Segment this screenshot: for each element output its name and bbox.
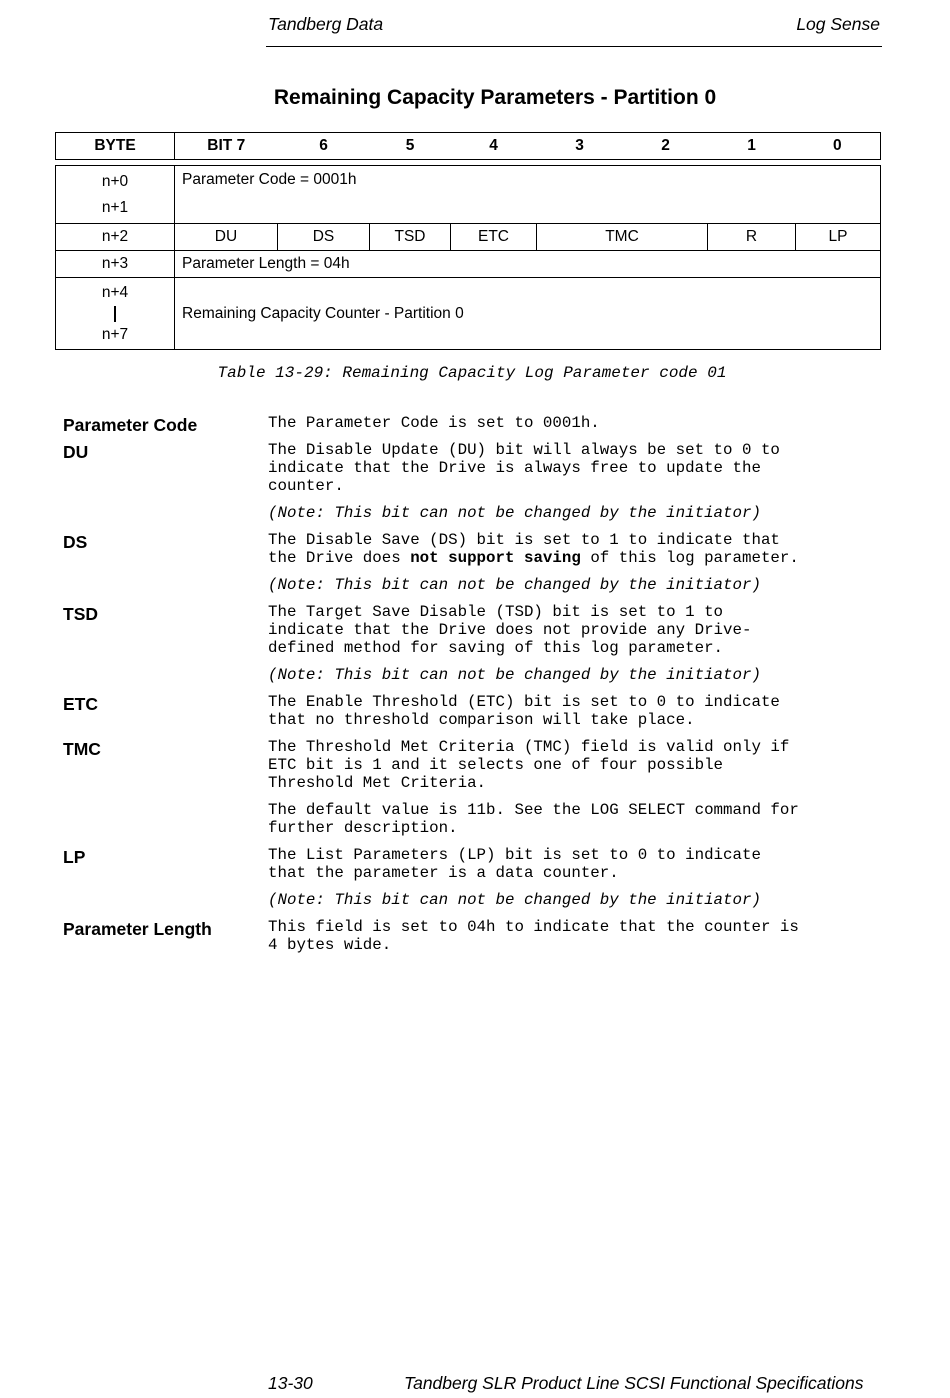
bit-6-header: 6 xyxy=(278,133,370,160)
definition-text: The Parameter Code is set to 0001h. xyxy=(268,414,600,432)
definition-term: LP xyxy=(63,847,86,867)
byte-label: n+2 xyxy=(56,224,175,251)
bit-1-header: 1 xyxy=(709,133,795,160)
header-company: Tandberg Data xyxy=(268,14,384,34)
lp-field: LP xyxy=(796,224,881,251)
definition-item xyxy=(63,441,893,522)
definition-text: The Disable Update (DU) bit will always be set to 0 to indicate that the Drive is always free to update the counter. xyxy=(268,441,780,495)
definition-item xyxy=(63,414,893,435)
bit-7-header: BIT 7 xyxy=(175,133,278,160)
emphasis-text: not support saving xyxy=(410,549,581,567)
definition-term: ETC xyxy=(63,694,98,714)
definition-term: Parameter Length xyxy=(63,919,212,939)
table-caption: Table 13-29: Remaining Capacity Log Parameter code 01 xyxy=(217,364,727,382)
etc-field: ETC xyxy=(451,224,537,251)
byte-label: n+1 xyxy=(101,198,129,216)
definition-text: The Target Save Disable (TSD) bit is set to 1 to indicate that the Drive does not provide any Drive- defined method for saving of this log parameter. xyxy=(268,603,752,657)
page-number: 13-30 xyxy=(268,1373,313,1393)
definition-term: DS xyxy=(63,532,88,552)
page-header xyxy=(266,12,882,47)
definition-item xyxy=(63,693,893,729)
table-row xyxy=(56,278,881,350)
definition-item xyxy=(63,918,893,954)
definitions-list xyxy=(63,414,893,963)
definition-note: (Note: This bit can not be changed by the initiator) xyxy=(268,891,761,909)
byte-cell xyxy=(56,166,175,224)
page-title: Remaining Capacity Parameters - Partition 0 xyxy=(273,86,717,109)
definition-term: DU xyxy=(63,442,89,462)
definition-text: The Disable Save (DS) bit is set to 1 to indicate that the Drive does not support saving of this log parameter. xyxy=(268,531,799,567)
definition-item xyxy=(63,846,893,909)
definition-note: (Note: This bit can not be changed by the initiator) xyxy=(268,504,761,522)
bit-4-header: 4 xyxy=(451,133,537,160)
ds-field: DS xyxy=(278,224,370,251)
remaining-capacity-cell: Remaining Capacity Counter - Partition 0 xyxy=(175,278,881,350)
table-row xyxy=(56,166,881,224)
du-field: DU xyxy=(175,224,278,251)
definition-note: (Note: This bit can not be changed by the initiator) xyxy=(268,666,761,684)
bit-5-header: 5 xyxy=(370,133,451,160)
parameter-table xyxy=(55,165,881,350)
footer-document-title: Tandberg SLR Product Line SCSI Functional Specifications xyxy=(404,1373,864,1393)
definition-text: The default value is 11b. See the LOG SELECT command for further description. xyxy=(268,801,799,837)
parameter-length-cell: Parameter Length = 04h xyxy=(175,251,881,278)
definition-item xyxy=(63,603,893,684)
byte-header: BYTE xyxy=(56,133,175,160)
definition-item xyxy=(63,738,893,837)
bit-3-header: 3 xyxy=(537,133,623,160)
table-row xyxy=(56,251,881,278)
definition-item xyxy=(63,531,893,594)
definition-text: The List Parameters (LP) bit is set to 0 to indicate that the parameter is a data counter. xyxy=(268,846,761,882)
definition-text: The Enable Threshold (ETC) bit is set to 0 to indicate that no threshold comparison will take place. xyxy=(268,693,780,729)
definition-text: This field is set to 04h to indicate that the counter is 4 bytes wide. xyxy=(268,918,799,954)
byte-label: n+3 xyxy=(56,251,175,278)
bit-2-header: 2 xyxy=(623,133,709,160)
header-section: Log Sense xyxy=(796,14,880,34)
range-bar xyxy=(114,306,115,322)
bit-0-header: 0 xyxy=(795,133,881,160)
byte-cell xyxy=(56,278,175,350)
definition-text: The Threshold Met Criteria (TMC) field is valid only if ETC bit is 1 and it selects one of four possible Threshold Met Criteria. xyxy=(268,738,790,792)
table-row xyxy=(56,224,881,251)
definition-term: Parameter Code xyxy=(63,415,198,435)
bit-header-row xyxy=(55,132,881,160)
tmc-field: TMC xyxy=(537,224,708,251)
byte-label: n+0 xyxy=(101,172,129,190)
r-field: R xyxy=(708,224,796,251)
byte-label: n+4 xyxy=(101,283,129,301)
definition-term: TSD xyxy=(63,604,98,624)
parameter-code-cell: Parameter Code = 0001h xyxy=(175,166,881,224)
definition-note: (Note: This bit can not be changed by the initiator) xyxy=(268,576,761,594)
definition-term: TMC xyxy=(63,739,101,759)
byte-label: n+7 xyxy=(101,325,129,343)
tsd-field: TSD xyxy=(370,224,451,251)
